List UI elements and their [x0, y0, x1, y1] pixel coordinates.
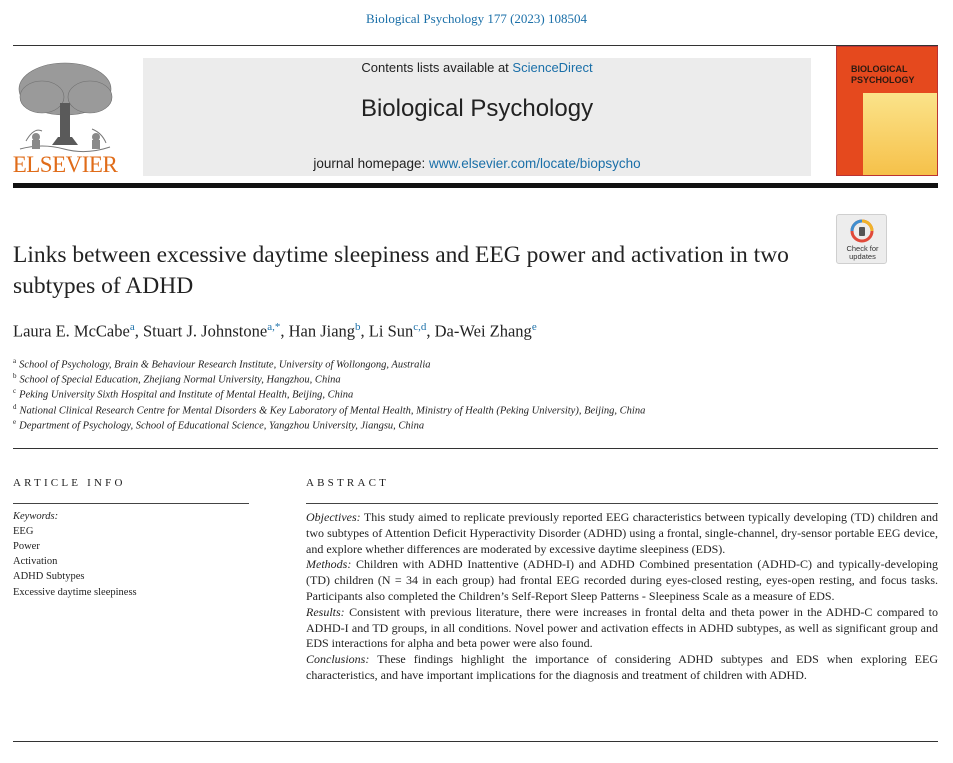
affiliation-text: Peking University Sixth Hospital and Institute of Mental Health, Beijing, China — [19, 389, 354, 401]
abstract-section-label: Methods: — [306, 557, 352, 572]
keyword: Excessive daytime sleepiness — [13, 587, 137, 598]
affiliations-rule — [13, 448, 938, 449]
contents-prefix: Contents lists available at — [361, 60, 509, 75]
keyword: Activation — [13, 556, 58, 567]
abstract-section-label: Results: — [306, 604, 345, 619]
author-name[interactable]: Laura E. McCabe — [13, 321, 130, 341]
author-separator: , — [360, 321, 365, 341]
affiliation-mark: b — [13, 372, 17, 380]
cover-title-line1: BIOLOGICAL — [851, 64, 908, 74]
cover-title-line2: PSYCHOLOGY — [851, 75, 915, 85]
keywords-label: Keywords: — [13, 511, 59, 522]
affiliation — [13, 357, 431, 371]
author-separator: , — [280, 321, 285, 341]
contents-line — [143, 60, 811, 75]
author-name[interactable]: Da-Wei Zhang — [434, 321, 532, 341]
footer-rule — [13, 741, 938, 742]
keyword: ADHD Subtypes — [13, 571, 85, 582]
abstract-body — [306, 510, 938, 684]
abstract-objectives — [306, 510, 938, 557]
author-name[interactable]: Li Sun — [368, 321, 414, 341]
abstract-rule — [306, 503, 938, 504]
abstract-methods — [306, 557, 938, 604]
cover-title — [851, 64, 937, 86]
keyword: Power — [13, 541, 40, 552]
check-updates-icon — [850, 219, 874, 243]
homepage-prefix: journal homepage: — [313, 156, 426, 171]
abstract-section-text: Children with ADHD Inattentive (ADHD-I) and ADHD Combined presentation (ADHD-C) and typically-developing (TD) children (N = 34 in each group) had frontal EEG recorded during eyes-closed resting, eyes-open resting, and focus tasks. Participants also completed the Children’s Self-Report Sleep Patterns - Sleepiness Scale as a measure of EDS. — [306, 557, 938, 603]
author-affiliation-mark[interactable]: c,d — [413, 321, 427, 333]
abstract-section-text: This study aimed to replicate previously reported EEG characteristics between typically developing (TD) children and two subtypes of Attention Deficit Hyperactivity Disorder (ADHD) using a frontal, single-channel, dry-sensor portable EEG device, and explore whether differences are moderated by excessive daytime sleepiness (EDS). — [306, 510, 938, 556]
author-affiliation-mark[interactable]: e — [531, 321, 537, 333]
journal-masthead — [143, 58, 811, 176]
abstract-heading: ABSTRACT — [306, 477, 390, 489]
article-info-rule — [13, 503, 249, 504]
article-info-heading: ARTICLE INFO — [13, 477, 126, 489]
publisher-wordmark: ELSEVIER — [12, 152, 118, 177]
author-list — [13, 321, 537, 342]
author-separator: , — [426, 321, 431, 341]
journal-title: Biological Psychology — [360, 95, 594, 122]
affiliation-text: Department of Psychology, School of Educational Science, Yangzhou University, Jiangsu, China — [19, 420, 425, 432]
keyword: EEG — [13, 526, 34, 537]
header-rule — [13, 45, 938, 46]
abstract-section-text: Consistent with previous literature, there were increases in frontal delta and theta power in the ADHD-C compared to ADHD-I and TD groups, in all conditions. Novel power and activation effects in ADHD subtypes, as well as significant group and EDS interactions for alpha and beta power were also found. — [306, 604, 939, 651]
journal-citation[interactable]: Biological Psychology 177 (2023) 108504 — [366, 11, 587, 26]
author-separator: , — [134, 321, 139, 341]
abstract-section-text: These findings highlight the importance of considering ADHD subtypes and EDS when exploring EEG characteristics, and have important implications for the diagnosis and treatment of children with ADHD. — [306, 652, 938, 682]
journal-cover[interactable] — [836, 46, 938, 176]
homepage-link[interactable]: www.elsevier.com/locate/biopsycho — [429, 156, 641, 171]
affiliation-mark: a — [13, 357, 17, 365]
affiliation-mark: c — [13, 387, 17, 395]
affiliation-text: National Clinical Research Centre for Mental Disorders & Key Laboratory of Mental Health, Ministry of Health (Peking University), Beijing, China — [19, 405, 646, 417]
abstract-section-label: Conclusions: — [306, 652, 370, 667]
check-updates-line2: updates — [849, 252, 876, 261]
cover-graphic — [863, 93, 937, 175]
abstract-results — [306, 605, 938, 652]
affiliation — [13, 418, 424, 432]
affiliation-mark: e — [13, 418, 17, 426]
check-for-updates-button[interactable] — [836, 214, 887, 264]
article-title: Links between excessive daytime sleepiness and EEG power and activation in two subtypes of ADHD — [13, 242, 789, 299]
author-affiliation-mark[interactable]: b — [355, 321, 361, 333]
author-affiliation-mark[interactable]: a — [129, 321, 135, 333]
affiliation — [13, 372, 341, 386]
check-updates-label — [837, 245, 888, 261]
author-name[interactable]: Stuart J. Johnstone — [142, 321, 268, 341]
affiliation-mark: d — [13, 403, 17, 411]
masthead-rule — [13, 183, 938, 188]
abstract-conclusions — [306, 652, 938, 684]
homepage-line — [143, 156, 811, 171]
abstract-section-label: Objectives: — [306, 510, 361, 524]
sciencedirect-link[interactable]: ScienceDirect — [512, 60, 593, 75]
affiliation-text: School of Psychology, Brain & Behaviour Research Institute, University of Wollongong, Australia — [19, 359, 431, 371]
affiliation-text: School of Special Education, Zhejiang Normal University, Hangzhou, China — [19, 374, 341, 386]
check-updates-line1: Check for — [846, 244, 879, 253]
affiliation — [13, 387, 353, 401]
affiliation — [13, 403, 645, 417]
author-name[interactable]: Han Jiang — [288, 321, 356, 341]
author-affiliation-mark[interactable]: a,* — [267, 321, 281, 333]
